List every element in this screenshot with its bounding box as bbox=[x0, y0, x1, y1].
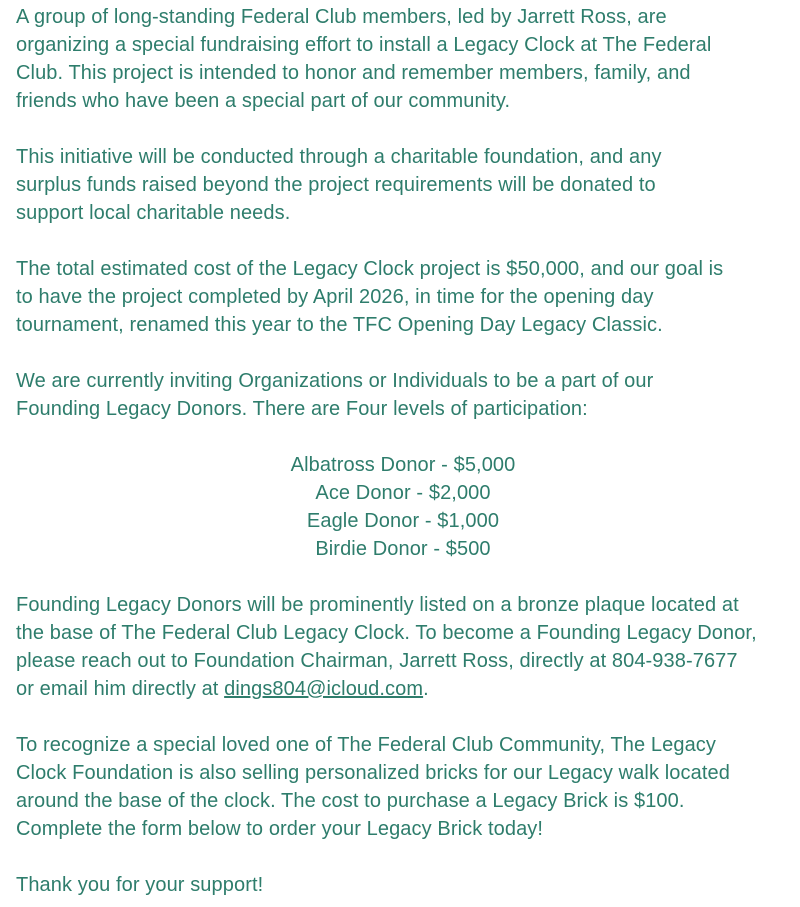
text-line: Clock Foundation is also selling personalized bricks for our Legacy walk located bbox=[16, 762, 730, 784]
donor-levels-list bbox=[16, 451, 790, 563]
text-line: surplus funds raised beyond the project requirements will be donated to bbox=[16, 174, 656, 196]
bricks-paragraph bbox=[16, 731, 790, 843]
text-line: organizing a special fundraising effort to install a Legacy Clock at The Federal bbox=[16, 34, 712, 56]
closing-line: Thank you for your support! bbox=[16, 874, 264, 896]
text-line: Complete the form below to order your Legacy Brick today! bbox=[16, 818, 544, 840]
text-line: Founding Legacy Donors. There are Four levels of participation: bbox=[16, 398, 588, 420]
text-line: support local charitable needs. bbox=[16, 202, 291, 224]
closing-paragraph bbox=[16, 871, 790, 899]
text-line: around the base of the clock. The cost to purchase a Legacy Brick is $100. bbox=[16, 790, 685, 812]
foundation-paragraph bbox=[16, 143, 790, 227]
text-line: We are currently inviting Organizations or Individuals to be a part of our bbox=[16, 370, 654, 392]
invitation-paragraph bbox=[16, 367, 790, 423]
text-line: please reach out to Foundation Chairman, Jarrett Ross, directly at 804-938-7677 bbox=[16, 650, 738, 672]
text-line: A group of long-standing Federal Club members, led by Jarrett Ross, are bbox=[16, 6, 667, 28]
plaque-contact-paragraph bbox=[16, 591, 790, 703]
text-line: friends who have been a special part of our community. bbox=[16, 90, 511, 112]
email-line-prefix: or email him directly at bbox=[16, 678, 225, 700]
text-line: the base of The Federal Club Legacy Clock. To become a Founding Legacy Donor, bbox=[16, 622, 757, 644]
text-line: to have the project completed by April 2026, in time for the opening day bbox=[16, 286, 654, 308]
text-line: To recognize a special loved one of The Federal Club Community, The Legacy bbox=[16, 734, 717, 756]
donor-level-item: Ace Donor - $2,000 bbox=[315, 482, 491, 504]
donor-level-item: Birdie Donor - $500 bbox=[315, 538, 491, 560]
text-line: This initiative will be conducted through a charitable foundation, and any bbox=[16, 146, 662, 168]
donor-level-item: Albatross Donor - $5,000 bbox=[290, 454, 516, 476]
cost-paragraph bbox=[16, 255, 790, 339]
text-line: The total estimated cost of the Legacy Clock project is $50,000, and our goal is bbox=[16, 258, 724, 280]
email-line bbox=[16, 675, 790, 703]
text-line: Club. This project is intended to honor and remember members, family, and bbox=[16, 62, 691, 84]
text-line: tournament, renamed this year to the TFC Opening Day Legacy Classic. bbox=[16, 314, 663, 336]
text-line: Founding Legacy Donors will be prominently listed on a bronze plaque located at bbox=[16, 594, 739, 616]
email-line-suffix: . bbox=[423, 678, 429, 700]
donor-level-item: Eagle Donor - $1,000 bbox=[306, 510, 500, 532]
email-link[interactable]: dings804@icloud.com bbox=[224, 678, 424, 700]
intro-paragraph bbox=[16, 3, 790, 115]
